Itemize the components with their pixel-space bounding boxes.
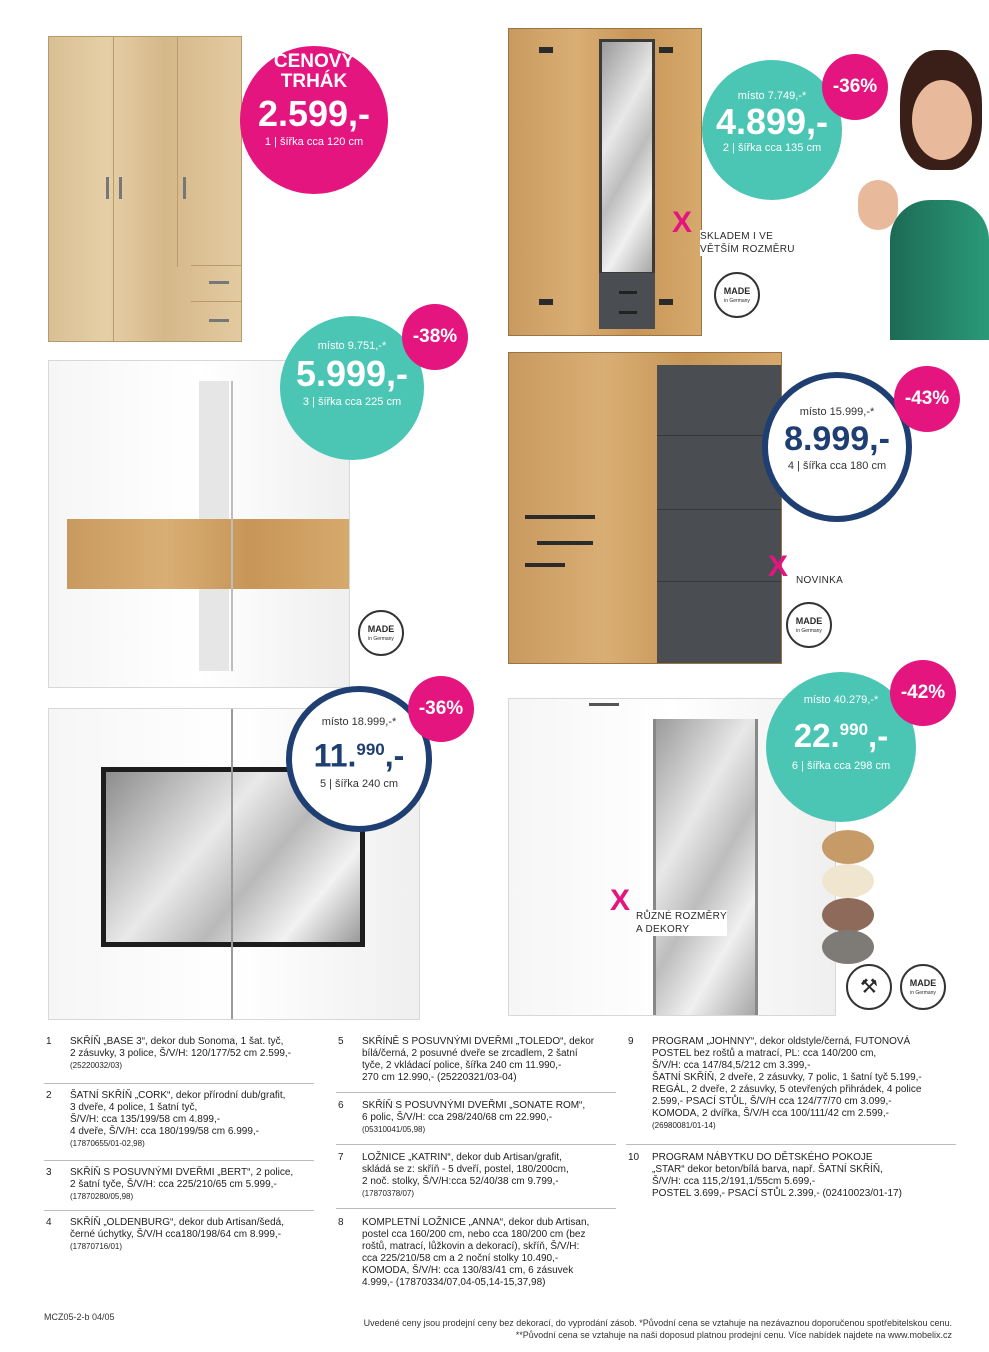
x-marker-stock: X: [672, 206, 693, 239]
offer-label-line1: CENOVÝ: [273, 51, 355, 72]
description-line: SKŘÍNĚ S POSUVNÝMI DVEŘMI „TOLEDO“, dekor: [362, 1036, 595, 1047]
offer-price-end: ,-: [384, 737, 405, 774]
offer-price: 2.599,-: [257, 93, 371, 134]
stamp-sub: in Germany: [910, 990, 936, 996]
offer-was-price: místo 9.751,-*: [317, 340, 387, 352]
product-code: (05310041/05,98): [362, 1125, 426, 1134]
stock-note: [700, 230, 795, 256]
description-line: 270 cm 12.990,- (25220321/03-04): [362, 1072, 517, 1083]
offer-was-price: místo 18.999,-*: [321, 716, 397, 728]
product-description-8: [338, 1217, 590, 1289]
offer-subtext: 4 | šířka cca 180 cm: [787, 460, 887, 472]
description-line: SKŘÍŇ S POSUVNÝMI DVEŘMI „BERT“, 2 police,: [70, 1167, 294, 1178]
wardrobe-base3-image: [48, 36, 242, 342]
sizes-note-line1: RŮZNÉ ROZMĚRY: [636, 911, 727, 922]
description-line: bílá/černá, 2 posuvné dveře se zrcadlem, 2 šatní: [362, 1048, 578, 1059]
offer-price-main: 22.: [793, 717, 840, 754]
description-line: SKŘÍŇ „BASE 3“, dekor dub Sonoma, 1 šat. tyč,: [70, 1036, 284, 1047]
description-line: Š/V/H: cca 147/84,5/212 cm 3.399,-: [652, 1060, 811, 1071]
description-line: 2 zásuvky, 3 police, Š/V/H: 120/177/52 cm 2.599,-: [70, 1048, 292, 1059]
discount-badge-4: -43%: [894, 366, 960, 432]
description-line: PROGRAM „JOHNNY“, dekor oldstyle/černá, FUTONOVÁ: [652, 1036, 911, 1047]
stamp-made: MADE: [367, 624, 395, 634]
description-line: tyče, 2 vkládací police, šířka 240 cm 11.990,-: [362, 1060, 562, 1071]
item-number: 7: [338, 1152, 344, 1163]
description-line: PROGRAM NÁBYTKU DO DĚTSKÉHO POKOJE: [652, 1152, 873, 1163]
separator: [626, 1144, 956, 1145]
item-number: 1: [46, 1036, 52, 1047]
product-code: (17870280/05,98): [70, 1192, 134, 1201]
separator: [336, 1144, 616, 1145]
product-description-9: [628, 1036, 922, 1132]
description-line: POSTEL 3.699,- PSACÍ STŮL 2.399,- (02410023/01-17): [652, 1188, 902, 1199]
made-in-germany-stamp-4: [786, 602, 832, 648]
sizes-note: [636, 910, 727, 936]
offer-subtext: 1 | šířka cca 120 cm: [264, 136, 364, 148]
new-note: NOVINKA: [796, 575, 844, 586]
product-description-3: [46, 1167, 294, 1203]
price-circle-2: [702, 60, 842, 200]
offer-price-main: 11.: [313, 737, 357, 774]
decor-swatches: [818, 830, 878, 970]
stamp-made: MADE: [909, 978, 937, 988]
description-line: SKŘÍŇ „OLDENBURG“, dekor dub Artisan/šedá,: [70, 1217, 284, 1228]
separator: [336, 1208, 616, 1209]
item-number: 10: [628, 1152, 640, 1163]
description-line: skládá se z: skříň - 5 dveří, postel, 180/200cm,: [362, 1164, 569, 1175]
item-number: 4: [46, 1217, 52, 1228]
description-line: černé úchytky, Š/V/H cca180/198/64 cm 8.999,-: [70, 1229, 282, 1240]
description-line: 2.599,- PSACÍ STŮL, Š/V/H cca 124/77/70 cm 3.099,-: [652, 1096, 892, 1107]
item-number: 9: [628, 1036, 634, 1047]
description-line: SKŘÍŇ S POSUVNÝMI DVEŘMI „SONATE ROM“,: [362, 1100, 586, 1111]
price-circle-4: [762, 372, 912, 522]
offer-price: [292, 728, 426, 778]
offer-price: [766, 706, 916, 760]
description-line: 2 šatní tyče, Š/V/H: cca 225/210/65 cm 5.999,-: [70, 1179, 277, 1190]
offer-label-line2: TRHÁK: [280, 71, 348, 92]
description-line: roštů, matrací, lůžkovin a dekorací), skříň, Š/V/H:: [362, 1241, 580, 1252]
item-number: 5: [338, 1036, 344, 1047]
assembly-tools-icon: ⚒: [846, 964, 892, 1010]
description-line: 6 polic, Š/V/H: cca 298/240/68 cm 22.990,-: [362, 1112, 553, 1123]
x-marker-new: X: [768, 550, 789, 583]
description-line: Š/V/H: cca 115,2/191,1/55cm 5.699,-: [652, 1176, 816, 1187]
offer-price: 5.999,-: [295, 353, 409, 394]
description-line: KOMODA, 2 dvířka, Š/V/H cca 100/111/42 cm 2.599,-: [652, 1108, 889, 1119]
product-description-5: [338, 1036, 595, 1084]
product-description-10: [628, 1152, 902, 1200]
description-line: LOŽNICE „KATRIN“, dekor dub Artisan/grafit,: [362, 1152, 562, 1163]
description-line: ŠATNÍ SKŘÍŇ, 2 dveře, 2 zásuvky, 7 polic, 1 šatní tyč 5.199,-: [652, 1072, 922, 1083]
description-line: postel cca 160/200 cm, nebo cca 180/200 cm (bez: [362, 1229, 586, 1240]
stamp-sub: in Germany: [368, 636, 394, 642]
item-number: 3: [46, 1167, 52, 1178]
catalog-code: MCZ05-2-b 04/05: [44, 1312, 115, 1322]
separator: [44, 1083, 314, 1084]
stamp-sub: in Germany: [796, 628, 822, 634]
product-code: (17870716/01): [70, 1242, 123, 1251]
price-circle-1: [240, 46, 388, 194]
description-line: KOMODA, Š/V/H: cca 130/83/41 cm, 6 zásuvek: [362, 1265, 574, 1276]
offer-was-price: místo 15.999,-*: [799, 406, 875, 418]
made-in-germany-stamp-2: [714, 272, 760, 318]
description-line: „STAR“ dekor beton/bílá barva, např. ŠATNÍ SKŘÍŇ,: [652, 1164, 883, 1175]
stamp-made: MADE: [723, 286, 751, 296]
offer-price: 4.899,-: [715, 101, 829, 142]
description-line: Š/V/H: cca 135/199/58 cm 4.899,-: [70, 1114, 221, 1125]
description-line: 4.999,- (17870334/07,04-05,14-15,37,98): [362, 1277, 546, 1288]
description-line: cca 225/210/58 cm a 2 noční stolky 10.490,-: [362, 1253, 559, 1264]
description-line: ŠATNÍ SKŘÍŇ „CORK“, dekor přírodní dub/grafit,: [70, 1090, 286, 1101]
offer-was-price: místo 7.749,-*: [737, 90, 807, 102]
offer-price-sup: 990: [839, 720, 869, 739]
discount-badge-6: -42%: [890, 660, 956, 726]
product-code: (17870378/07): [362, 1189, 415, 1198]
product-code: (17870655/01-02,98): [70, 1139, 145, 1148]
product-code: (26980081/01-14): [652, 1121, 716, 1130]
item-number: 8: [338, 1217, 344, 1228]
x-marker-sizes: X: [610, 884, 631, 917]
separator: [44, 1160, 314, 1161]
product-description-1: [46, 1036, 292, 1072]
discount-badge-5: -36%: [408, 676, 474, 742]
sizes-note-line2: A DEKORY: [636, 924, 690, 935]
separator: [336, 1092, 616, 1093]
product-code: (25220032/03): [70, 1061, 123, 1070]
product-description-4: [46, 1217, 284, 1253]
stock-note-line1: SKLADEM I VE: [700, 231, 774, 242]
offer-price: 8.999,-: [784, 420, 890, 458]
offer-subtext: 2 | šířka cca 135 cm: [722, 142, 822, 154]
stamp-sub: in Germany: [724, 298, 750, 304]
offer-subtext: 5 | šířka 240 cm: [319, 777, 399, 790]
offer-price-sup: 990: [356, 740, 385, 759]
offer-subtext: 6 | šířka cca 298 cm: [791, 760, 891, 772]
discount-badge-3: -38%: [402, 304, 468, 370]
discount-badge-2: -36%: [822, 54, 888, 120]
stamp-made: MADE: [795, 616, 823, 626]
item-number: 6: [338, 1100, 344, 1111]
item-number: 2: [46, 1090, 52, 1101]
offer-was-price: místo 40.279,-*: [803, 694, 879, 706]
product-description-6: [338, 1100, 586, 1136]
made-in-germany-stamp-3: [358, 610, 404, 656]
description-line: 2 noč. stolky, Š/V/H:cca 52/40/38 cm 9.799,-: [362, 1176, 559, 1187]
stock-note-line2: VĚTŠÍM ROZMĚRU: [700, 244, 795, 255]
separator: [44, 1210, 314, 1211]
description-line: KOMPLETNÍ LOŽNICE „ANNA“, dekor dub Artisan,: [362, 1217, 590, 1228]
offer-subtext: 3 | šířka cca 225 cm: [302, 396, 402, 408]
made-in-germany-stamp-6: [900, 964, 946, 1010]
description-line: 4 dveře, Š/V/H: cca 180/199/58 cm 6.999,-: [70, 1126, 259, 1137]
description-line: REGÁL, 2 dveře, 2 zásuvky, 5 otevřených přihrádek, 4 police: [652, 1084, 922, 1095]
offer-price-end: ,-: [868, 717, 889, 754]
footer-line1: Uvedené ceny jsou prodejní ceny bez dekorací, do vyprodání zásob. *Původní cena se vztahuje na nezávaznou doporučenou spotřebitelskou cenu.: [363, 1318, 952, 1328]
wardrobe-cork-image: [508, 28, 702, 336]
product-description-7: [338, 1152, 569, 1200]
description-line: 3 dveře, 4 police, 1 šatní tyč,: [70, 1102, 198, 1113]
footer-line2: **Původní cena se vztahuje na naši doposud platnou prodejní cenu. Více nabídek najdete na www.mobelix.cz: [515, 1330, 952, 1340]
description-line: POSTEL bez roštů a matrací, PL: cca 140/200 cm,: [652, 1048, 877, 1059]
product-description-2: [46, 1090, 286, 1150]
wardrobe-oldenburg-image: [508, 352, 782, 664]
